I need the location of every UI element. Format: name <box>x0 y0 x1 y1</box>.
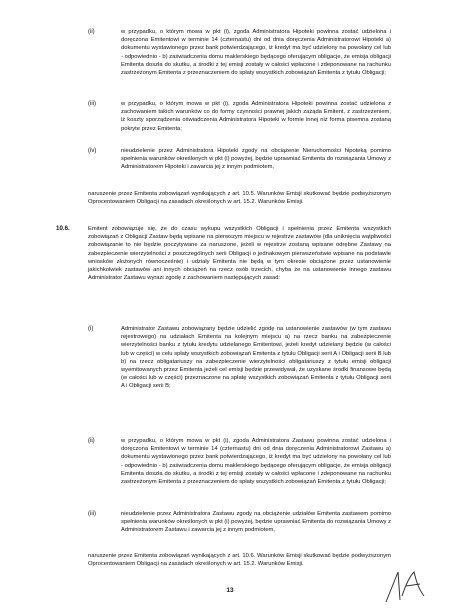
page-number: 13 <box>226 587 234 594</box>
list-item: w przypadku, o którym mowa w pkt (i), zgoda Administratora Hipoteki powinna zostać udzielona z zachowaniem takich warunków co do formy czynności prawnej jakich zażąda Emitent, z zastrzeżeniem, iż koszty sporządzenia oświadczenia Administratora Hipoteki w formie innej niż forma pisemna zostaną pokryte przez Emitenta; <box>121 101 391 132</box>
list-item: w przypadku, o którym mowa w pkt (i), zgoda Administratora Hipoteki powinna zostać udzielona i doręczona Emitentowi w terminie 14 (czternastu) dni od dnia doręczenia Administratorowi Hipoteki a) dokumentu wystawionego przez bank potwierdzającego, iż kredyt ma być udzielony na powołany cel lub - odpowiednio - b) zaświadczenia domu maklerskiego będącego oferującym obligacje, że emisja obligacji Emitenta doszła do skutku, a środki z tej emisji zostały w całości wpłacone i zdeponowane na rachunku zastrzeżonym Emitenta z przeznaczeniem do spłaty wszystkich zobowiązań Emitenta z tytułu Obligacji; <box>121 29 391 77</box>
section-closing: naruszenie przez Emitenta zobowiązań wynikających z art. 10.5. Warunków Emisji skutkować będzie podwyższonym Oprocentowaniem Obligacji na zasadach określonych w art. 15.2. Warunków Emisji. <box>88 191 391 206</box>
section-number: 10.6. <box>56 225 70 232</box>
item-marker: (iii) <box>88 511 96 517</box>
list-item: Administrator Zastawu zobowiązany będzie udzielić zgodę na ustanowienie zastawów (w tym zastawu rejestrowego) na udziałach Emitenta na kolejnym miejscu a) na rzecz banku na zabezpieczenie wierzytelności banku z tytułu kredytu udzielanego Emitentowi, jeżeli kredyt udzielany będzie (w całości lub w części) w celu spłaty wszystkich zobowiązań Emitenta z tytułu Obligacji serii A i Obligacji serii B lub b) na rzecz obligatariuszy na zabezpieczenie wierzytelności obligatariuszy z tytułu emisji obligacji wyemitowanych przez Emitenta jeżeli cel emisji będzie przewidywał, że uzyskane środki finansowe będą (w całości lub w części) przeznaczone na spłatę wszystkich zobowiązań Emitenta z tytułu Obligacji serii A i Obligacji serii B; <box>121 326 391 390</box>
handwritten-initials <box>378 566 428 606</box>
item-marker: (iv) <box>88 148 97 154</box>
section-intro: Emitent zobowiązuje się, że do czasu wykupu wszystkich Obligacji i spełnienia przez Emitenta wszystkich zobowiązań z Obligacji Zastaw będą wpisane na pierwszym miejscu w rejestrze zastawów (dla uniknięcia wątpliwości zobowiązanie to nie będzie poczytywane za naruszone, jeżeli w rejestrze zostaną wpisane odrębne Zastawy na zabezpieczenie wierzytelności z poszczególnych serii Obligacji o jednakowym pierwszeństwie wpisane na podstawie wniosków złożonych równocześnie) i udziały Emitenta nie będą w tym okresie obciążone przez ustanowienie jakichkolwiek zastawów ani innych obciążeń na rzecz osób trzecich, chyba że na ustanowienie innego zastawu Administrator Zastawu wyrazi zgodę z zachowaniem następujących zasad: <box>88 226 391 282</box>
list-item: nieudzielenie przez Administratora Hipoteki zgody na obciążenie Nieruchomości hipoteką pomimo spełnienia warunków określonych w pkt (i) powyżej, będzie uprawniać Emitenta do rozwiązania Umowy z Administratorem Hipoteki i zawarcia jej z innym podmiotem, <box>121 148 391 171</box>
list-item: nieudzielenie przez Administratora Zastawu zgody na obciążenie udziałów Emitenta zastawem pomimo spełnienia warunków określonych w pkt (i) powyżej, będzie uprawniać Emitenta do rozwiązania Umowy z Administratorem Zastawu i zawarcia jej z innym podmiotem, <box>121 511 391 534</box>
section-closing: naruszenie przez Emitenta zobowiązań wynikających z art. 10.6. Warunków Emisji skutkować będzie podwyższonym Oprocentowaniem Obligacji na zasadach określonych w art. 15.2. Warunków Emisji. <box>88 553 391 568</box>
item-marker: (i) <box>88 326 94 332</box>
item-marker: (ii) <box>88 438 95 444</box>
item-marker: (ii) <box>88 29 95 35</box>
item-marker: (iii) <box>88 101 96 107</box>
list-item: w przypadku, o którym mowa w pkt (i), zgoda Administratora Zastawu powinna zostać udzielona i doręczona Emitentowi w terminie 14 (czternastu) dni od dnia doręczenia Administratorowi Zastawu a) dokumentu wystawionego przez bank potwierdzającego, iż kredyt ma być udzielony na powołany cel lub - odpowiednio - b) zaświadczenia domu maklerskiego będącego oferującym obligacje, że emisja obligacji Emitenta doszła do skutku, a środki z tej emisji zostały w całości wpłacone i zdeponowane na rachunku zastrzeżonym Emitenta z przeznaczeniem do spłaty wszystkich zobowiązań Emitenta z tytułu Obligacji; <box>121 438 391 486</box>
